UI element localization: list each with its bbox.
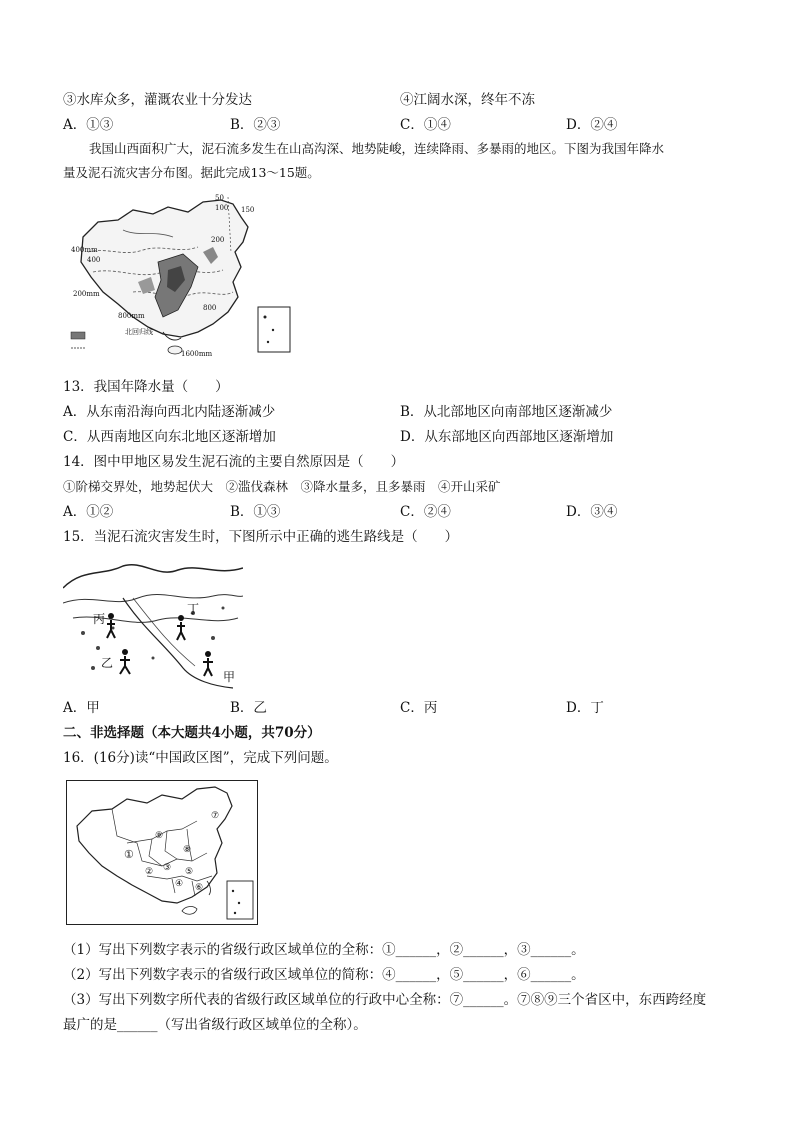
- q13-option-a: A．从东南沿海向西北内陆逐渐减少: [63, 404, 276, 420]
- q13-option-d: D．从东部地区向西部地区逐渐增加: [400, 429, 614, 445]
- q14-option-c: C．②④: [400, 504, 451, 520]
- q16-sub-3-line-2: 最广的是______（写出省级行政区域单位的全称）。: [63, 1017, 367, 1033]
- q15-option-a: A．甲: [63, 700, 100, 716]
- q16-sub-3-line-1: （3）写出下列数字所代表的省级行政区域单位的行政中心全称：⑦______。⑦⑧⑨三个省区中，东西跨经度: [63, 992, 707, 1008]
- q16-sub-1: （1）写出下列数字表示的省级行政区域单位的全称：①______，②______，③______。: [63, 942, 585, 958]
- q16-stem: 16．(16分)读“中国政区图”，完成下列问题。: [63, 750, 338, 766]
- map2-label-1: ①: [124, 848, 134, 861]
- map1-label-200b: 200: [211, 236, 225, 244]
- q12-option-c: C．①④: [400, 117, 451, 133]
- q14-option-a: A．①②: [63, 504, 114, 520]
- map1-label-150: 150: [241, 206, 255, 214]
- q15-stem: 15．当泥石流灾害发生时，下图所示中正确的逃生路线是（ ）: [63, 529, 459, 545]
- map2-label-8: ⑧: [183, 845, 192, 855]
- map1-label-50: 50: [215, 194, 224, 202]
- escape-route-illustration: [63, 558, 243, 692]
- map1-label-1600: 1600mm: [181, 350, 213, 358]
- q16-sub-2: （2）写出下列数字表示的省级行政区域单位的简称：④______，⑤______，⑥______。: [63, 967, 585, 983]
- q12-option-a: A．①③: [63, 117, 114, 133]
- map2-label-2: ②: [145, 867, 154, 877]
- map1-label-800b: 800: [203, 304, 217, 312]
- q15-option-c: C．丙: [400, 700, 438, 716]
- q14-option-b: B．①③: [230, 504, 281, 520]
- map2-label-4: ④: [175, 879, 184, 889]
- map1-label-400b: 400: [87, 256, 101, 264]
- scene-label-yi: 乙: [101, 656, 114, 670]
- q14-items: ①阶梯交界处，地势起伏大 ②滥伐森林 ③降水量多，且多暴雨 ④开山采矿: [63, 479, 501, 494]
- china-political-map: [66, 780, 258, 925]
- q14-stem: 14．图中甲地区易发生泥石流的主要自然原因是（ ）: [63, 454, 405, 470]
- map2-label-9: ⑨: [155, 831, 164, 841]
- q14-option-d: D．③④: [566, 504, 618, 520]
- section-2-title: 二、非选择题（本大题共4小题，共70分）: [63, 725, 321, 741]
- q12-option-b: B．②③: [230, 117, 281, 133]
- q13-stem: 13．我国年降水量（ ）: [63, 379, 229, 395]
- q15-option-b: B．乙: [230, 700, 267, 716]
- map1-label-800: 800mm: [118, 312, 145, 320]
- map2-label-5: ⑤: [185, 867, 194, 877]
- map1-label-200: 200mm: [73, 290, 100, 298]
- q13-option-c: C．从西南地区向东北地区逐渐增加: [63, 429, 276, 445]
- q15-option-d: D．丁: [566, 700, 604, 716]
- map2-label-6: ⑥: [195, 883, 204, 893]
- scene-label-ding: 丁: [187, 602, 200, 616]
- scene-label-jia: 甲: [223, 670, 236, 684]
- map1-label-400: 400mm: [71, 246, 98, 254]
- intro-line-2: 量及泥石流灾害分布图。据此完成13～15题。: [63, 165, 320, 180]
- map1-label-100: 100: [215, 204, 229, 212]
- map1-label-tropic: 北回归线: [125, 328, 153, 336]
- q13-option-b: B．从北部地区向南部地区逐渐减少: [400, 404, 613, 420]
- q12-item-3: ③水库众多，灌溉农业十分发达: [63, 92, 252, 108]
- intro-line-1: 我国山西面积广大，泥石流多发生在山高沟深、地势陡峻，连续降雨、多暴雨的地区。下图为我国年降水: [89, 141, 665, 156]
- q12-item-4: ④江阔水深，终年不冻: [400, 92, 535, 108]
- q12-option-d: D．②④: [566, 117, 618, 133]
- precipitation-debris-flow-map: [63, 192, 298, 362]
- map2-label-7: ⑦: [211, 811, 220, 821]
- map2-label-3: ③: [163, 863, 172, 873]
- scene-label-bing: 丙: [93, 612, 106, 626]
